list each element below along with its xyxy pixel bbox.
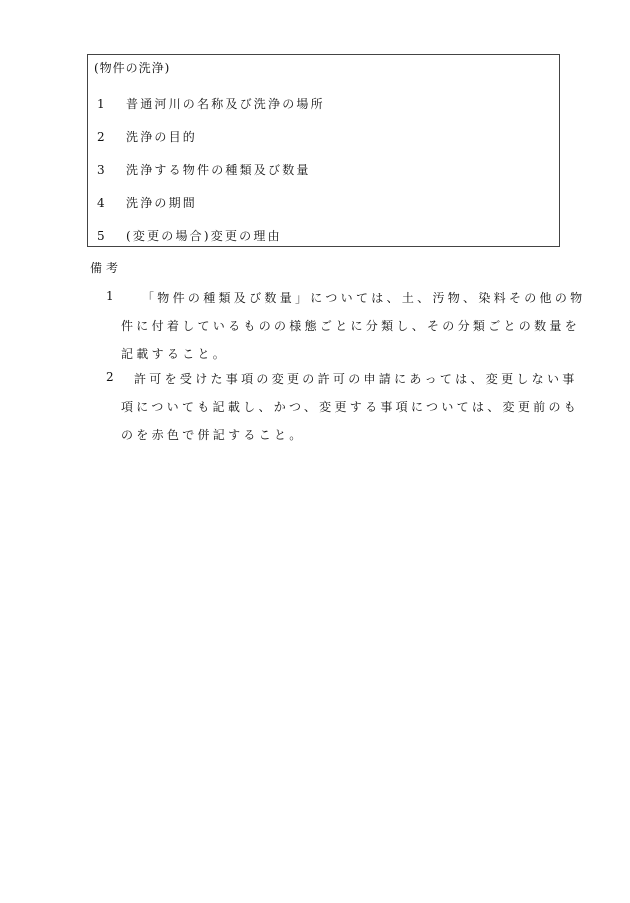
- item-label: 洗浄の目的: [126, 130, 198, 144]
- note-line: 「物件の種類及び数量」については、土、汚物、染料その他の物: [142, 291, 586, 305]
- item-label: (変更の場合)変更の理由: [126, 229, 282, 243]
- box-item-kind-quantity: [97, 161, 311, 178]
- note-line: 項についても記載し、かつ、変更する事項については、変更前のも: [121, 400, 580, 414]
- item-number: 3: [97, 163, 105, 177]
- item-label: 洗浄する物件の種類及び数量: [126, 163, 311, 177]
- box-item-period: [97, 194, 197, 211]
- item-label: 洗浄の期間: [126, 196, 198, 210]
- note-line: のを赤色で併記すること。: [121, 428, 305, 442]
- note-line: 許可を受けた事項の変更の許可の申請にあっては、変更しない事: [134, 372, 578, 386]
- note-number: 2: [106, 370, 114, 384]
- item-number: 2: [97, 130, 105, 144]
- note-line: 記載すること。: [121, 347, 229, 361]
- box-item-river-name-location: [97, 95, 325, 112]
- box-title: (物件の洗浄): [94, 61, 171, 75]
- item-number: 1: [97, 97, 105, 111]
- item-number: 5: [97, 229, 105, 243]
- item-number: 4: [97, 196, 105, 210]
- note-line: 件に付着しているものの様態ごとに分類し、その分類ごとの数量を: [121, 319, 581, 333]
- form-items-box: [87, 54, 560, 247]
- note-number: 1: [106, 289, 114, 303]
- box-item-change-reason: [97, 227, 282, 244]
- remarks-heading: 備考: [90, 261, 123, 275]
- box-item-purpose: [97, 128, 197, 145]
- item-label: 普通河川の名称及び洗浄の場所: [126, 97, 325, 111]
